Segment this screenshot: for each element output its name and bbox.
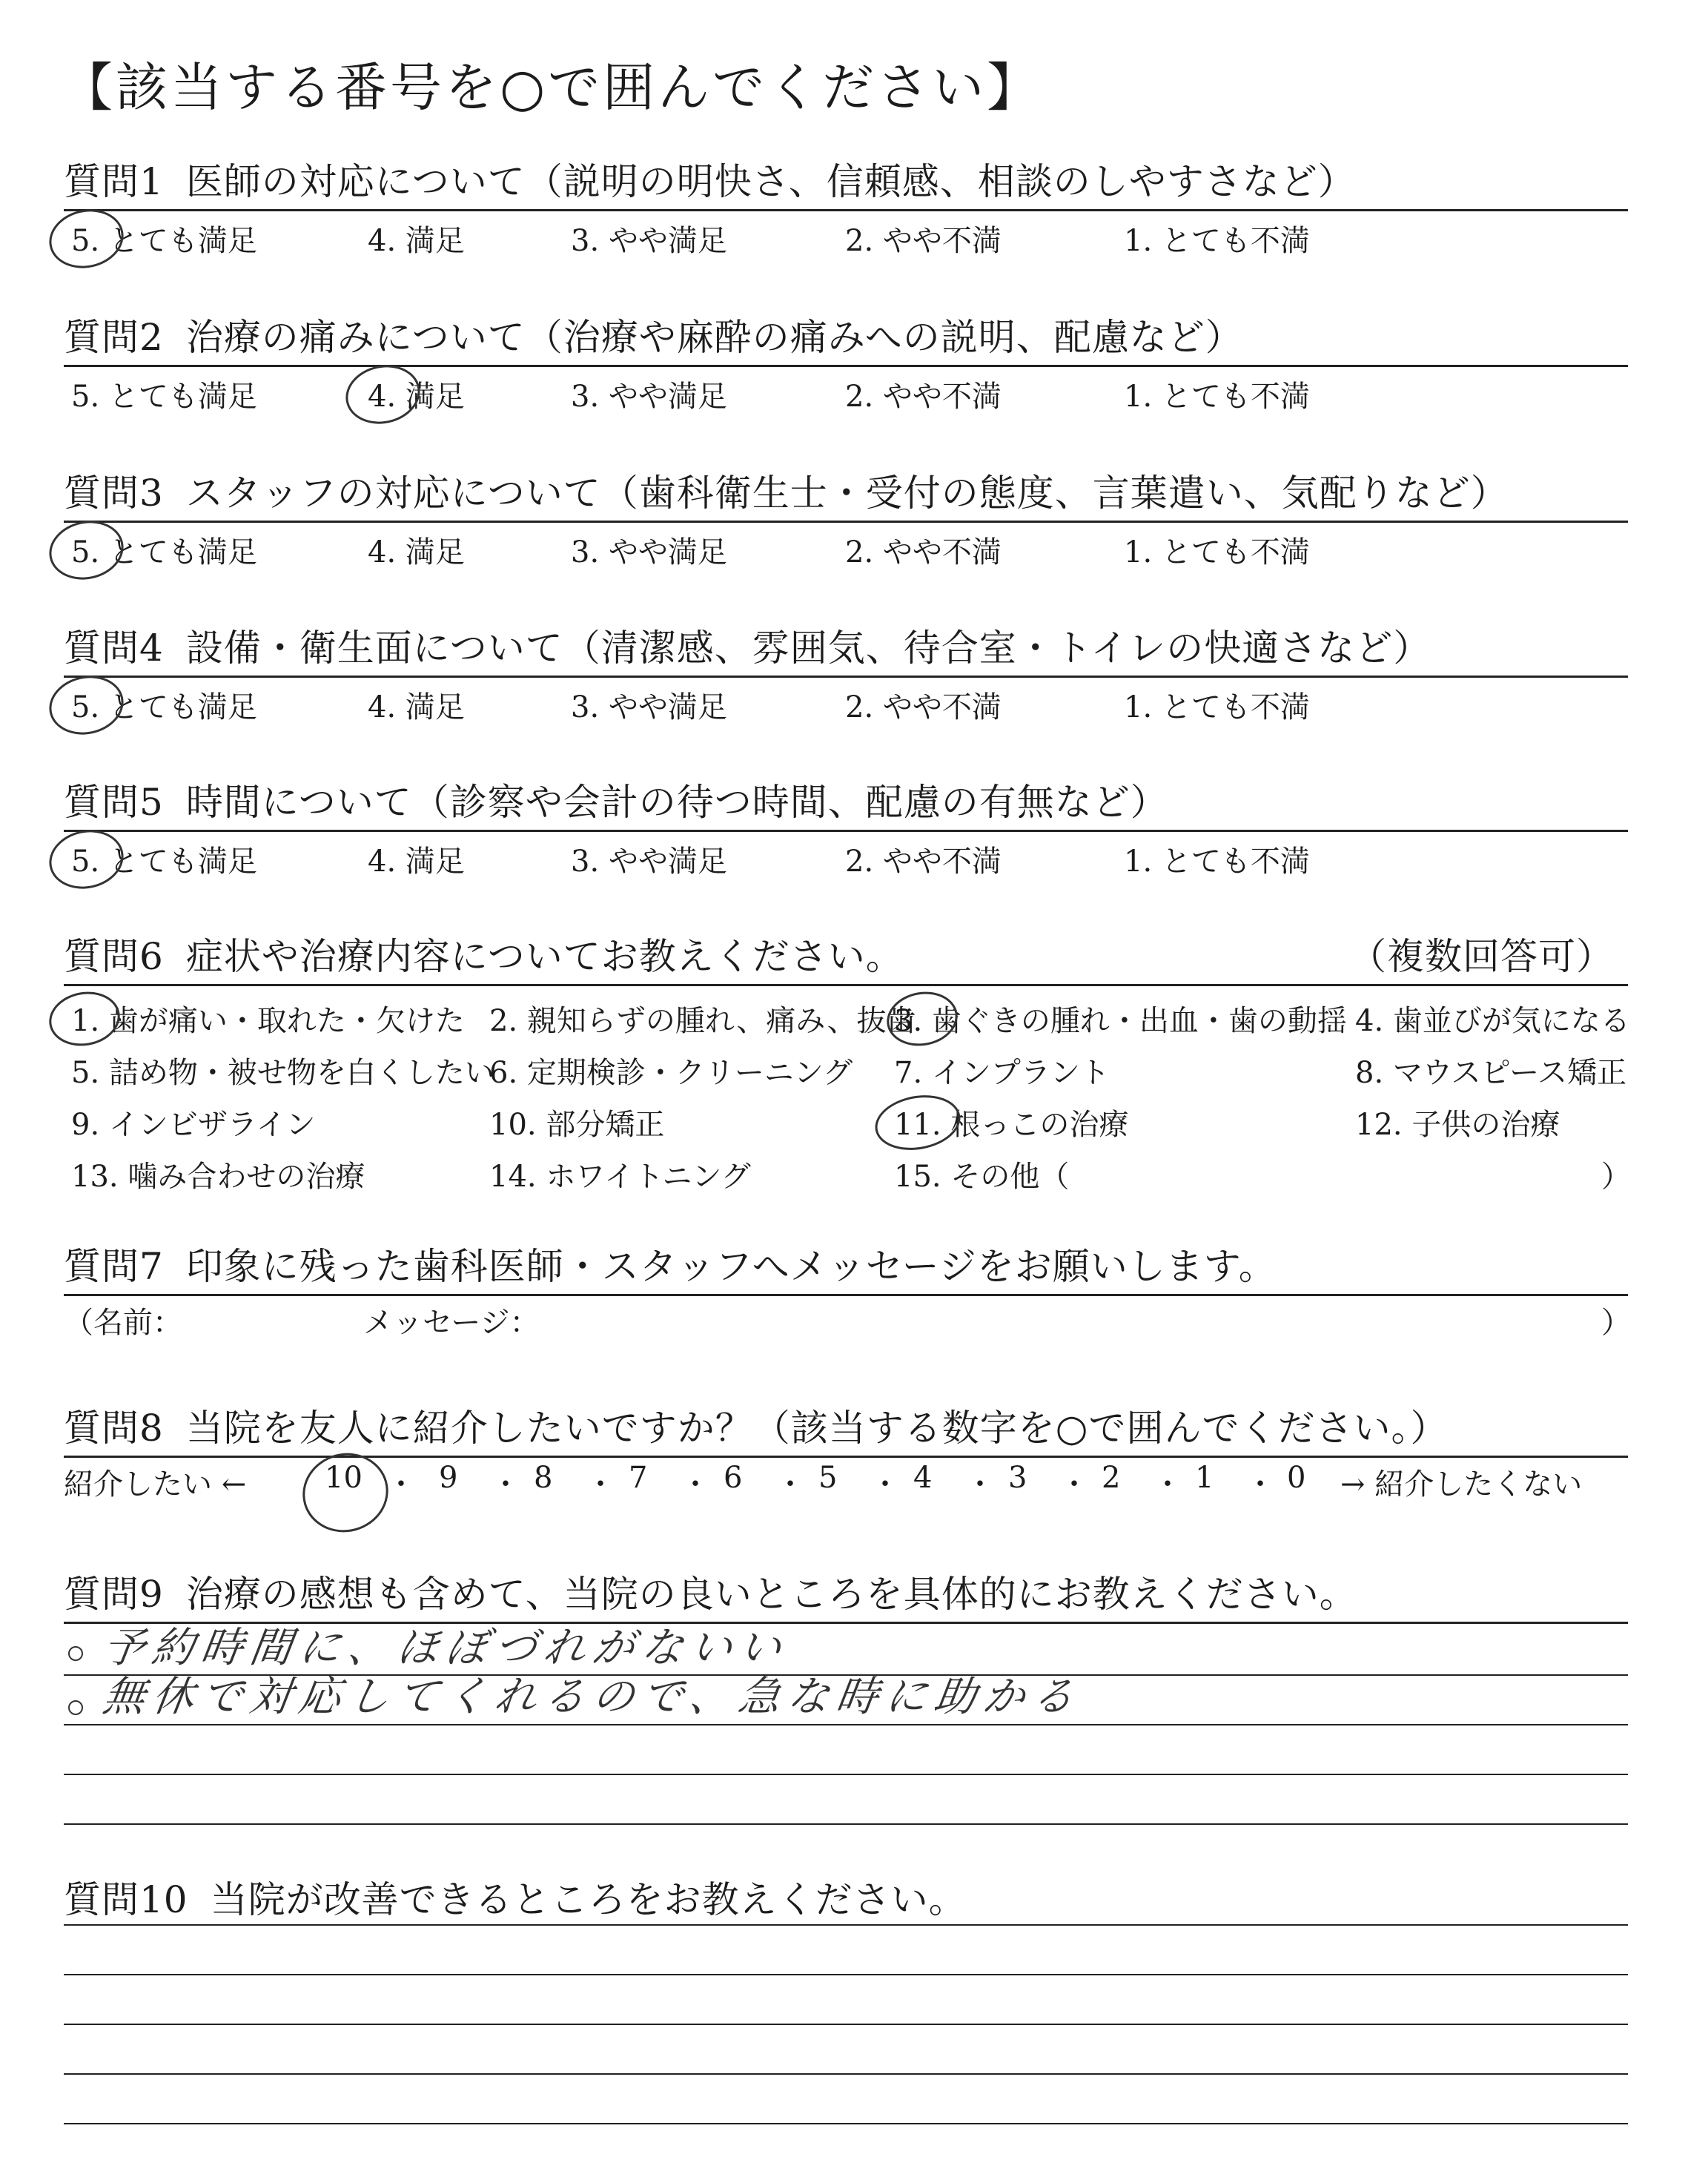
instruction-heading: 【該当する番号を○で囲んでください】 — [61, 57, 1042, 118]
q6-rule — [64, 984, 1628, 986]
q3-text: スタッフの対応について（歯科衛生士・受付の態度、言葉遣い、気配りなど） — [185, 472, 1509, 515]
q7-rule — [64, 1294, 1628, 1296]
q5-text: 時間について（診察や会計の待つ時間、配慮の有無など） — [185, 781, 1168, 824]
q6-option-9[interactable]: 9. インビザライン — [71, 1108, 316, 1142]
q3-option[interactable]: 1. とても不満 — [1124, 535, 1310, 569]
q8-text: 当院を友人に紹介したいですか？（該当する数字を○で囲んでください。） — [185, 1407, 1449, 1450]
q6-option-13[interactable]: 13. 噛み合わせの治療 — [71, 1160, 365, 1194]
q8-number: 質問8 — [64, 1407, 164, 1450]
q8-separator: ・ — [386, 1467, 416, 1502]
q5-rule — [64, 830, 1628, 832]
q9-answer-2: 無休で対応してくれるので、急な時に助かる — [99, 1673, 1085, 1721]
q6-option-2[interactable]: 2. 親知らずの腫れ、痛み、抜歯 — [489, 1004, 916, 1038]
q5-option[interactable]: 3. やや満足 — [571, 845, 727, 879]
q8-separator: ・ — [870, 1467, 900, 1502]
q7-title — [64, 1237, 1277, 1290]
q3-option[interactable]: 2. やや不満 — [845, 535, 1002, 569]
q8-scale-value[interactable]: 1 — [1195, 1461, 1214, 1495]
bullet-icon — [68, 1700, 83, 1715]
q7-name-label: （名前： — [64, 1306, 182, 1340]
q3-option[interactable]: 5. とても満足 — [71, 535, 257, 569]
q8-scale-value[interactable]: 0 — [1287, 1461, 1306, 1495]
q2-option[interactable]: 3. やや満足 — [571, 380, 727, 414]
q9-line — [64, 1724, 1628, 1725]
q8-separator: ・ — [1245, 1467, 1275, 1502]
q9-number: 質問9 — [64, 1573, 164, 1616]
q8-separator: ・ — [1059, 1467, 1089, 1502]
q9-text: 治療の感想も含めて、当院の良いところを具体的にお教えください。 — [185, 1573, 1357, 1616]
q6-option-14[interactable]: 14. ホワイトニング — [489, 1160, 751, 1194]
q8-right-label: → 紹介したくない — [1340, 1467, 1583, 1502]
q5-option[interactable]: 5. とても満足 — [71, 845, 257, 879]
q6-option-5[interactable]: 5. 詰め物・被せ物を白くしたい — [71, 1056, 494, 1090]
q1-title — [64, 152, 1356, 205]
q10-title — [64, 1870, 967, 1923]
q10-line — [64, 2024, 1628, 2025]
q1-option[interactable]: 5. とても満足 — [71, 224, 257, 258]
q4-text: 設備・衛生面について（清潔感、雰囲気、待合室・トイレの快適さなど） — [185, 627, 1431, 670]
q1-text: 医師の対応について（説明の明快さ、信頼感、相談のしやすさなど） — [185, 160, 1356, 203]
q6-option-1[interactable]: 1. 歯が痛い・取れた・欠けた — [71, 1004, 465, 1038]
q8-separator: ・ — [586, 1467, 615, 1502]
q8-scale-value[interactable]: 4 — [913, 1461, 933, 1495]
q8-scale-value[interactable]: 6 — [724, 1461, 743, 1495]
q8-scale-value[interactable]: 10 — [325, 1461, 363, 1495]
q8-left-label: 紹介したい ← — [64, 1467, 247, 1502]
q10-line — [64, 2073, 1628, 2075]
q8-scale-value[interactable]: 5 — [818, 1461, 838, 1495]
q6-option-6[interactable]: 6. 定期検診・クリーニング — [489, 1056, 853, 1090]
q5-title — [64, 773, 1168, 826]
q5-option[interactable]: 1. とても不満 — [1124, 845, 1310, 879]
q8-rule — [64, 1456, 1628, 1458]
q6-option-16[interactable]: ） — [1601, 1160, 1631, 1194]
q8-scale-value[interactable]: 8 — [534, 1461, 553, 1495]
q4-option[interactable]: 5. とても満足 — [71, 690, 257, 724]
q4-option[interactable]: 2. やや不満 — [845, 690, 1002, 724]
q2-option[interactable]: 1. とても不満 — [1124, 380, 1310, 414]
q6-title — [64, 927, 904, 980]
q10-line — [64, 1974, 1628, 1975]
q6-note: （複数回答可） — [1349, 935, 1614, 978]
q4-option[interactable]: 4. 満足 — [368, 690, 465, 724]
q3-title — [64, 463, 1509, 517]
q4-option[interactable]: 3. やや満足 — [571, 690, 727, 724]
q8-scale-value[interactable]: 9 — [439, 1461, 458, 1495]
q8-separator: ・ — [965, 1467, 995, 1502]
q4-option[interactable]: 1. とても不満 — [1124, 690, 1310, 724]
q7-number: 質問7 — [64, 1245, 164, 1288]
q6-option-15[interactable]: 15. その他（ — [894, 1160, 1070, 1194]
q10-line — [64, 1924, 1628, 1926]
q6-text: 症状や治療内容についてお教えください。 — [185, 935, 904, 978]
q1-option[interactable]: 1. とても不満 — [1124, 224, 1310, 258]
q6-option-3[interactable]: 3. 歯ぐきの腫れ・出血・歯の動揺 — [894, 1004, 1347, 1038]
q2-title — [64, 308, 1243, 361]
q4-title — [64, 618, 1431, 672]
q6-option-8[interactable]: 8. マウスピース矯正 — [1355, 1056, 1627, 1090]
q10-line — [64, 2123, 1628, 2124]
q1-option[interactable]: 3. やや満足 — [571, 224, 727, 258]
q9-line — [64, 1823, 1628, 1825]
q4-number: 質問4 — [64, 627, 164, 670]
q10-text: 当院が改善できるところをお教えください。 — [210, 1878, 967, 1921]
q5-number: 質問5 — [64, 781, 164, 824]
q6-option-4[interactable]: 4. 歯並びが気になる — [1355, 1004, 1630, 1038]
q1-number: 質問1 — [64, 160, 164, 203]
q6-option-11[interactable]: 11. 根っこの治療 — [894, 1108, 1129, 1142]
q5-option[interactable]: 2. やや不満 — [845, 845, 1002, 879]
q8-separator: ・ — [681, 1467, 710, 1502]
q1-option[interactable]: 2. やや不満 — [845, 224, 1002, 258]
q2-number: 質問2 — [64, 316, 164, 359]
q2-option[interactable]: 4. 満足 — [368, 380, 465, 414]
q7-message-label: メッセージ： — [363, 1306, 540, 1340]
q8-scale-value[interactable]: 3 — [1008, 1461, 1027, 1495]
q2-option[interactable]: 5. とても満足 — [71, 380, 257, 414]
q1-option[interactable]: 4. 満足 — [368, 224, 465, 258]
q8-title — [64, 1398, 1448, 1452]
q6-option-10[interactable]: 10. 部分矯正 — [489, 1108, 665, 1142]
bullet-icon — [68, 1646, 83, 1661]
q7-text: 印象に残った歯科医師・スタッフへメッセージをお願いします。 — [185, 1245, 1277, 1288]
q3-number: 質問3 — [64, 472, 164, 515]
q1-rule — [64, 209, 1628, 211]
q2-option[interactable]: 2. やや不満 — [845, 380, 1002, 414]
q7-close-paren: ） — [1601, 1306, 1631, 1340]
q8-scale-value[interactable]: 2 — [1102, 1461, 1121, 1495]
q9-line — [64, 1774, 1628, 1775]
q6-option-12[interactable]: 12. 子供の治療 — [1355, 1108, 1560, 1142]
q3-option[interactable]: 3. やや満足 — [571, 535, 727, 569]
q5-option[interactable]: 4. 満足 — [368, 845, 465, 879]
q8-separator: ・ — [1153, 1467, 1182, 1502]
q9-answer-1: 予約時間に、ほぼづれがないい — [99, 1624, 792, 1672]
q4-rule — [64, 676, 1628, 678]
q8-scale-value[interactable]: 7 — [629, 1461, 648, 1495]
q3-rule — [64, 521, 1628, 523]
q2-text: 治療の痛みについて（治療や麻酔の痛みへの説明、配慮など） — [185, 316, 1243, 359]
q10-number: 質問10 — [64, 1878, 188, 1921]
q2-rule — [64, 365, 1628, 367]
q8-separator: ・ — [491, 1467, 520, 1502]
q8-separator: ・ — [775, 1467, 805, 1502]
q6-number: 質問6 — [64, 935, 164, 978]
q6-option-7[interactable]: 7. インプラント — [894, 1056, 1110, 1090]
q3-option[interactable]: 4. 満足 — [368, 535, 465, 569]
q9-title — [64, 1565, 1357, 1618]
